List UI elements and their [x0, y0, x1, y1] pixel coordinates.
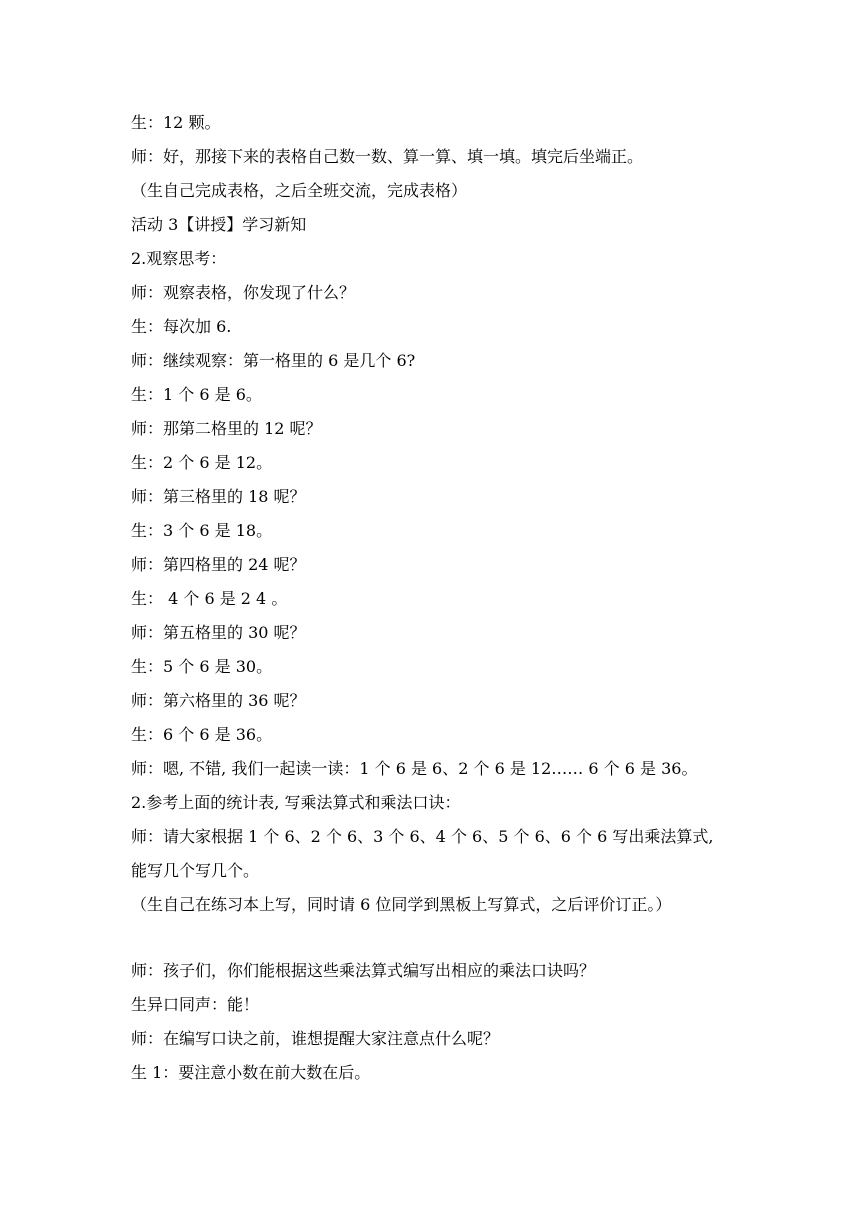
dialogue-line-teacher: 师：第三格里的 18 呢？ — [131, 487, 306, 506]
document-body — [131, 106, 741, 1090]
dialogue-line-student: 生 1：要注意小数在前大数在后。 — [131, 1063, 371, 1082]
dialogue-line-teacher: 师：请大家根据 1 个 6、2 个 6、3 个 6、4 个 6、5 个 6、6 个 6 写出乘法算式, — [131, 827, 714, 846]
dialogue-line-teacher: 师：第四格里的 24 呢？ — [131, 555, 306, 574]
dialogue-line-teacher: 师：那第二格里的 12 呢？ — [131, 419, 322, 438]
dialogue-line-student: 生：1 个 6 是 6。 — [131, 385, 262, 404]
dialogue-line-teacher: 师：第六格里的 36 呢？ — [131, 691, 306, 710]
dialogue-line-student: 生异口同声：能！ — [131, 995, 260, 1014]
section-heading: 2.观察思考： — [131, 249, 227, 268]
dialogue-line-student: 生：每次加 6. — [131, 317, 232, 336]
activity-heading: 活动 3【讲授】学习新知 — [131, 215, 307, 234]
blank-line — [131, 922, 741, 954]
dialogue-line-teacher: 师：好，那接下来的表格自己数一数、算一算、填一填。填完后坐端正。 — [131, 147, 644, 166]
stage-direction: （生自己完成表格，之后全班交流，完成表格） — [131, 181, 468, 200]
stage-direction: （生自己在练习本上写，同时请 6 位同学到黑板上写算式，之后评价订正。） — [131, 895, 672, 914]
dialogue-line-teacher: 师：嗯, 不错, 我们一起读一读：1 个 6 是 6、2 个 6 是 12…… 6 个 6 是 36。 — [131, 759, 698, 778]
dialogue-line-student: 生：2 个 6 是 12。 — [131, 453, 273, 472]
dialogue-line-teacher: 师：孩子们，你们能根据这些乘法算式编写出相应的乘法口诀吗？ — [131, 961, 596, 980]
dialogue-line-teacher: 师：继续观察：第一格里的 6 是几个 6? — [131, 351, 416, 370]
dialogue-line-teacher: 师：观察表格，你发现了什么？ — [131, 283, 356, 302]
section-heading: 2.参考上面的统计表, 写乘法算式和乘法口诀： — [131, 793, 461, 812]
dialogue-line-student: 生：12 颗。 — [131, 113, 221, 132]
dialogue-line-student: 生：6 个 6 是 36。 — [131, 725, 273, 744]
dialogue-line-continuation: 能写几个写几个。 — [131, 861, 260, 880]
dialogue-line-student: 生：3 个 6 是 18。 — [131, 521, 273, 540]
dialogue-line-student: 生：5 个 6 是 30。 — [131, 657, 273, 676]
dialogue-line-teacher: 师：第五格里的 30 呢？ — [131, 623, 306, 642]
dialogue-line-student: 生： 4 个 6 是 2 4 。 — [131, 589, 288, 608]
dialogue-line-teacher: 师：在编写口诀之前，谁想提醒大家注意点什么呢？ — [131, 1029, 500, 1048]
